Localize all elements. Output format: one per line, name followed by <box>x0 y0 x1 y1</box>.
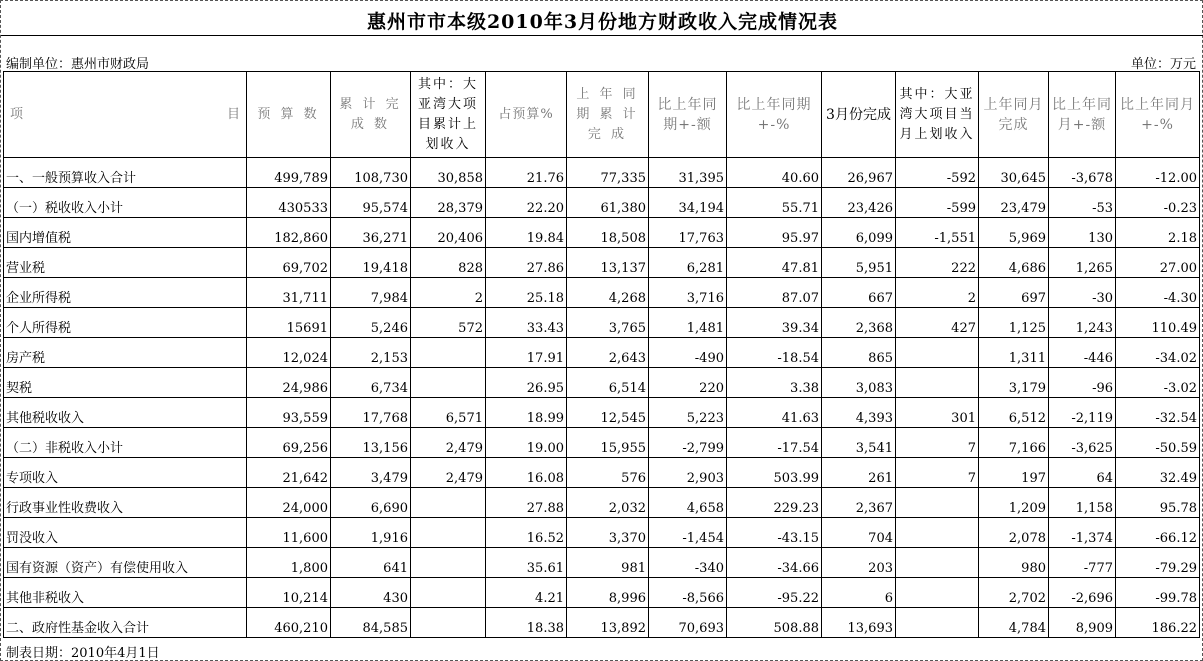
cell-cumulative: 7,984 <box>331 278 411 308</box>
cell-item: 个人所得税 <box>4 308 247 338</box>
cell-item: 专项收入 <box>4 458 247 488</box>
table-row <box>4 578 1200 608</box>
cell-march-completed: 865 <box>822 338 896 368</box>
cell-cumulative: 2,153 <box>331 338 411 368</box>
cell-march-completed: 3,083 <box>822 368 896 398</box>
table-row <box>4 608 1200 638</box>
header-cumulative: 累 计 完 成 数 <box>331 72 411 158</box>
cell-last-year-month: 1,311 <box>979 338 1049 368</box>
header-last-year-cumulative: 上 年 同 期 累 计 完 成 <box>567 72 649 158</box>
cell-budget-pct: 4.21 <box>486 578 567 608</box>
cell-last-year-cumulative: 15,955 <box>567 428 649 458</box>
cell-budget-pct: 22.20 <box>486 188 567 218</box>
cell-mom-pct: 27.00 <box>1116 248 1200 278</box>
cell-last-year-month: 3,179 <box>979 368 1049 398</box>
unit-label: 单位：万元 <box>1130 57 1196 72</box>
cell-budget: 69,702 <box>247 248 331 278</box>
header-march-completed: 3月份完成 <box>822 72 896 158</box>
cell-budget: 24,000 <box>247 488 331 518</box>
cell-budget: 69,256 <box>247 428 331 458</box>
cell-budget: 11,600 <box>247 518 331 548</box>
cell-mom-pct: 186.22 <box>1116 608 1200 638</box>
cell-yoy-pct: 503.99 <box>727 458 822 488</box>
cell-budget: 21,642 <box>247 458 331 488</box>
cell-mom-pct: -32.54 <box>1116 398 1200 428</box>
cell-budget: 460,210 <box>247 608 331 638</box>
cell-yoy-pct: -95.22 <box>727 578 822 608</box>
cell-daya-bay-cumulative: 2 <box>411 278 486 308</box>
cell-item: 房产税 <box>4 338 247 368</box>
table-row <box>4 308 1200 338</box>
cell-budget-pct: 35.61 <box>486 548 567 578</box>
cell-cumulative: 6,690 <box>331 488 411 518</box>
table-row <box>4 188 1200 218</box>
cell-mom-amount: 1,243 <box>1049 308 1116 338</box>
cell-mom-pct: -12.00 <box>1116 158 1200 188</box>
table-row <box>4 248 1200 278</box>
cell-march-completed: 6,099 <box>822 218 896 248</box>
cell-daya-bay-monthly: -592 <box>896 158 979 188</box>
cell-yoy-pct: 508.88 <box>727 608 822 638</box>
cell-march-completed: 203 <box>822 548 896 578</box>
cell-item: 其他非税收入 <box>4 578 247 608</box>
cell-last-year-cumulative: 3,370 <box>567 518 649 548</box>
header-budget-pct: 占预算% <box>486 72 567 158</box>
cell-budget-pct: 19.84 <box>486 218 567 248</box>
cell-yoy-amount: -340 <box>649 548 727 578</box>
cell-budget: 430533 <box>247 188 331 218</box>
cell-last-year-month: 1,209 <box>979 488 1049 518</box>
cell-yoy-pct: 47.81 <box>727 248 822 278</box>
cell-last-year-month: 7,166 <box>979 428 1049 458</box>
cell-last-year-month: 23,479 <box>979 188 1049 218</box>
cell-budget-pct: 19.00 <box>486 428 567 458</box>
cell-last-year-cumulative: 981 <box>567 548 649 578</box>
title-divider <box>1 35 1203 36</box>
table-row <box>4 458 1200 488</box>
cell-last-year-cumulative: 13,892 <box>567 608 649 638</box>
cell-cumulative: 430 <box>331 578 411 608</box>
cell-cumulative: 36,271 <box>331 218 411 248</box>
cell-item: 行政事业性收费收入 <box>4 488 247 518</box>
cell-march-completed: 4,393 <box>822 398 896 428</box>
cell-last-year-cumulative: 61,380 <box>567 188 649 218</box>
cell-march-completed: 5,951 <box>822 248 896 278</box>
cell-last-year-month: 197 <box>979 458 1049 488</box>
cell-last-year-month: 6,512 <box>979 398 1049 428</box>
cell-march-completed: 23,426 <box>822 188 896 218</box>
cell-march-completed: 3,541 <box>822 428 896 458</box>
cell-cumulative: 3,479 <box>331 458 411 488</box>
cell-mom-pct: -66.12 <box>1116 518 1200 548</box>
cell-daya-bay-cumulative <box>411 578 486 608</box>
cell-mom-amount: 8,909 <box>1049 608 1116 638</box>
cell-daya-bay-monthly: 7 <box>896 428 979 458</box>
table-row <box>4 338 1200 368</box>
cell-march-completed: 2,368 <box>822 308 896 338</box>
header-item <box>4 72 247 158</box>
cell-mom-amount: -777 <box>1049 548 1116 578</box>
cell-last-year-cumulative: 4,268 <box>567 278 649 308</box>
cell-daya-bay-monthly: 222 <box>896 248 979 278</box>
table-row <box>4 368 1200 398</box>
header-item-left: 项 <box>10 106 24 122</box>
cell-budget: 499,789 <box>247 158 331 188</box>
cell-budget: 15691 <box>247 308 331 338</box>
cell-yoy-pct: 39.34 <box>727 308 822 338</box>
header-budget: 预 算 数 <box>247 72 331 158</box>
report-date: 制表日期：2010年4月1日 <box>6 646 160 661</box>
cell-mom-amount: 130 <box>1049 218 1116 248</box>
cell-mom-pct: 110.49 <box>1116 308 1200 338</box>
cell-daya-bay-monthly: -599 <box>896 188 979 218</box>
cell-march-completed: 6 <box>822 578 896 608</box>
header-daya-bay-cumulative: 其中：大亚湾大项目累计上划收入 <box>411 72 486 158</box>
cell-mom-amount: -446 <box>1049 338 1116 368</box>
cell-budget-pct: 16.08 <box>486 458 567 488</box>
cell-yoy-pct: 55.71 <box>727 188 822 218</box>
cell-mom-amount: -1,374 <box>1049 518 1116 548</box>
cell-mom-pct: 95.78 <box>1116 488 1200 518</box>
cell-mom-pct: -34.02 <box>1116 338 1200 368</box>
cell-cumulative: 641 <box>331 548 411 578</box>
cell-daya-bay-cumulative: 30,858 <box>411 158 486 188</box>
cell-budget-pct: 27.88 <box>486 488 567 518</box>
cell-last-year-month: 4,686 <box>979 248 1049 278</box>
cell-daya-bay-monthly: 301 <box>896 398 979 428</box>
cell-daya-bay-cumulative: 6,571 <box>411 398 486 428</box>
cell-march-completed: 2,367 <box>822 488 896 518</box>
cell-mom-amount: -3,678 <box>1049 158 1116 188</box>
cell-daya-bay-monthly <box>896 548 979 578</box>
cell-budget-pct: 18.99 <box>486 398 567 428</box>
header-row <box>4 72 1200 158</box>
cell-last-year-month: 30,645 <box>979 158 1049 188</box>
cell-daya-bay-monthly: 427 <box>896 308 979 338</box>
cell-yoy-pct: 41.63 <box>727 398 822 428</box>
header-mom-amount: 比上年同月+-额 <box>1049 72 1116 158</box>
cell-budget-pct: 33.43 <box>486 308 567 338</box>
cell-last-year-cumulative: 13,137 <box>567 248 649 278</box>
cell-last-year-month: 2,702 <box>979 578 1049 608</box>
cell-yoy-pct: 95.97 <box>727 218 822 248</box>
cell-mom-amount: -3,625 <box>1049 428 1116 458</box>
cell-item: 其他税收收入 <box>4 398 247 428</box>
cell-cumulative: 5,246 <box>331 308 411 338</box>
cell-yoy-amount: 1,481 <box>649 308 727 338</box>
cell-budget: 12,024 <box>247 338 331 368</box>
cell-item: 国内增值税 <box>4 218 247 248</box>
cell-yoy-pct: 229.23 <box>727 488 822 518</box>
cell-daya-bay-cumulative <box>411 518 486 548</box>
cell-mom-amount: -2,119 <box>1049 398 1116 428</box>
header-last-year-month: 上年同月完成 <box>979 72 1049 158</box>
cell-yoy-amount: -490 <box>649 338 727 368</box>
cell-daya-bay-cumulative <box>411 368 486 398</box>
cell-last-year-month: 697 <box>979 278 1049 308</box>
header-yoy-pct: 比上年同期+-% <box>727 72 822 158</box>
cell-last-year-cumulative: 12,545 <box>567 398 649 428</box>
table-row <box>4 158 1200 188</box>
cell-daya-bay-monthly <box>896 518 979 548</box>
cell-budget-pct: 27.86 <box>486 248 567 278</box>
table-row <box>4 278 1200 308</box>
cell-item: （二）非税收入小计 <box>4 428 247 458</box>
cell-mom-amount: -53 <box>1049 188 1116 218</box>
cell-daya-bay-cumulative: 2,479 <box>411 458 486 488</box>
cell-daya-bay-cumulative <box>411 338 486 368</box>
cell-daya-bay-monthly: 2 <box>896 278 979 308</box>
cell-last-year-month: 4,784 <box>979 608 1049 638</box>
cell-item: 营业税 <box>4 248 247 278</box>
cell-mom-pct: -3.02 <box>1116 368 1200 398</box>
cell-daya-bay-cumulative: 28,379 <box>411 188 486 218</box>
header-yoy-amount: 比上年同期+-额 <box>649 72 727 158</box>
cell-last-year-cumulative: 77,335 <box>567 158 649 188</box>
cell-march-completed: 704 <box>822 518 896 548</box>
cell-yoy-amount: 31,395 <box>649 158 727 188</box>
cell-budget: 31,711 <box>247 278 331 308</box>
cell-daya-bay-cumulative: 2,479 <box>411 428 486 458</box>
cell-daya-bay-cumulative: 20,406 <box>411 218 486 248</box>
header-item-right: 目 <box>226 106 240 122</box>
table-row <box>4 218 1200 248</box>
cell-item: 企业所得税 <box>4 278 247 308</box>
table-row <box>4 398 1200 428</box>
cell-yoy-pct: 3.38 <box>727 368 822 398</box>
header-daya-bay-monthly: 其中：大亚湾大项目当月上划收入 <box>896 72 979 158</box>
cell-yoy-amount: -1,454 <box>649 518 727 548</box>
cell-item: （一）税收收入小计 <box>4 188 247 218</box>
cell-last-year-month: 980 <box>979 548 1049 578</box>
cell-cumulative: 84,585 <box>331 608 411 638</box>
cell-item: 二、政府性基金收入合计 <box>4 608 247 638</box>
cell-daya-bay-monthly <box>896 488 979 518</box>
cell-yoy-amount: 220 <box>649 368 727 398</box>
cell-daya-bay-monthly <box>896 578 979 608</box>
cell-budget-pct: 18.38 <box>486 608 567 638</box>
table-row <box>4 488 1200 518</box>
cell-yoy-amount: 34,194 <box>649 188 727 218</box>
header-mom-pct: 比上年同月+-% <box>1116 72 1200 158</box>
cell-last-year-cumulative: 3,765 <box>567 308 649 338</box>
cell-daya-bay-cumulative <box>411 548 486 578</box>
cell-mom-pct: -79.29 <box>1116 548 1200 578</box>
cell-yoy-pct: -43.15 <box>727 518 822 548</box>
cell-mom-pct: 2.18 <box>1116 218 1200 248</box>
table-row <box>4 548 1200 578</box>
table-row <box>4 518 1200 548</box>
cell-yoy-amount: 17,763 <box>649 218 727 248</box>
cell-last-year-cumulative: 18,508 <box>567 218 649 248</box>
cell-cumulative: 95,574 <box>331 188 411 218</box>
cell-cumulative: 6,734 <box>331 368 411 398</box>
cell-budget-pct: 21.76 <box>486 158 567 188</box>
cell-yoy-pct: -17.54 <box>727 428 822 458</box>
cell-budget: 10,214 <box>247 578 331 608</box>
cell-mom-pct: 32.49 <box>1116 458 1200 488</box>
cell-budget: 93,559 <box>247 398 331 428</box>
cell-yoy-pct: -34.66 <box>727 548 822 578</box>
cell-cumulative: 19,418 <box>331 248 411 278</box>
cell-yoy-amount: -8,566 <box>649 578 727 608</box>
cell-mom-amount: -30 <box>1049 278 1116 308</box>
cell-daya-bay-cumulative: 572 <box>411 308 486 338</box>
cell-march-completed: 13,693 <box>822 608 896 638</box>
cell-last-year-cumulative: 2,643 <box>567 338 649 368</box>
cell-item: 罚没收入 <box>4 518 247 548</box>
cell-last-year-cumulative: 2,032 <box>567 488 649 518</box>
cell-march-completed: 26,967 <box>822 158 896 188</box>
cell-item: 一、一般预算收入合计 <box>4 158 247 188</box>
cell-budget: 182,860 <box>247 218 331 248</box>
cell-daya-bay-cumulative <box>411 608 486 638</box>
cell-mom-amount: -2,696 <box>1049 578 1116 608</box>
cell-budget-pct: 16.52 <box>486 518 567 548</box>
table-row <box>4 428 1200 458</box>
cell-mom-amount: -96 <box>1049 368 1116 398</box>
cell-mom-amount: 64 <box>1049 458 1116 488</box>
cell-mom-amount: 1,265 <box>1049 248 1116 278</box>
cell-yoy-pct: -18.54 <box>727 338 822 368</box>
cell-budget: 24,986 <box>247 368 331 398</box>
report-title: 惠州市市本级2010年3月份地方财政收入完成情况表 <box>366 11 839 33</box>
cell-budget-pct: 26.95 <box>486 368 567 398</box>
cell-last-year-cumulative: 6,514 <box>567 368 649 398</box>
cell-cumulative: 13,156 <box>331 428 411 458</box>
cell-yoy-amount: 3,716 <box>649 278 727 308</box>
cell-daya-bay-monthly: -1,551 <box>896 218 979 248</box>
cell-yoy-amount: -2,799 <box>649 428 727 458</box>
cell-yoy-amount: 70,693 <box>649 608 727 638</box>
cell-yoy-pct: 40.60 <box>727 158 822 188</box>
compiler-label: 编制单位：惠州市财政局 <box>6 57 150 72</box>
cell-mom-pct: -99.78 <box>1116 578 1200 608</box>
cell-cumulative: 1,916 <box>331 518 411 548</box>
cell-mom-pct: -4.30 <box>1116 278 1200 308</box>
cell-daya-bay-cumulative: 828 <box>411 248 486 278</box>
cell-budget-pct: 25.18 <box>486 278 567 308</box>
cell-march-completed: 667 <box>822 278 896 308</box>
cell-cumulative: 108,730 <box>331 158 411 188</box>
cell-cumulative: 17,768 <box>331 398 411 428</box>
cell-mom-pct: -0.23 <box>1116 188 1200 218</box>
cell-yoy-amount: 5,223 <box>649 398 727 428</box>
cell-last-year-month: 5,969 <box>979 218 1049 248</box>
cell-item: 契税 <box>4 368 247 398</box>
cell-last-year-cumulative: 576 <box>567 458 649 488</box>
cell-daya-bay-monthly <box>896 338 979 368</box>
cell-item: 国有资源（资产）有偿使用收入 <box>4 548 247 578</box>
cell-last-year-month: 2,078 <box>979 518 1049 548</box>
cell-last-year-month: 1,125 <box>979 308 1049 338</box>
cell-mom-pct: -50.59 <box>1116 428 1200 458</box>
cell-march-completed: 261 <box>822 458 896 488</box>
cell-daya-bay-monthly <box>896 608 979 638</box>
cell-last-year-cumulative: 8,996 <box>567 578 649 608</box>
cell-mom-amount: 1,158 <box>1049 488 1116 518</box>
cell-daya-bay-monthly <box>896 368 979 398</box>
cell-budget: 1,800 <box>247 548 331 578</box>
cell-daya-bay-monthly: 7 <box>896 458 979 488</box>
cell-yoy-amount: 2,903 <box>649 458 727 488</box>
cell-budget-pct: 17.91 <box>486 338 567 368</box>
cell-yoy-pct: 87.07 <box>727 278 822 308</box>
cell-yoy-amount: 4,658 <box>649 488 727 518</box>
cell-yoy-amount: 6,281 <box>649 248 727 278</box>
cell-daya-bay-cumulative <box>411 488 486 518</box>
revenue-table <box>3 71 1200 638</box>
